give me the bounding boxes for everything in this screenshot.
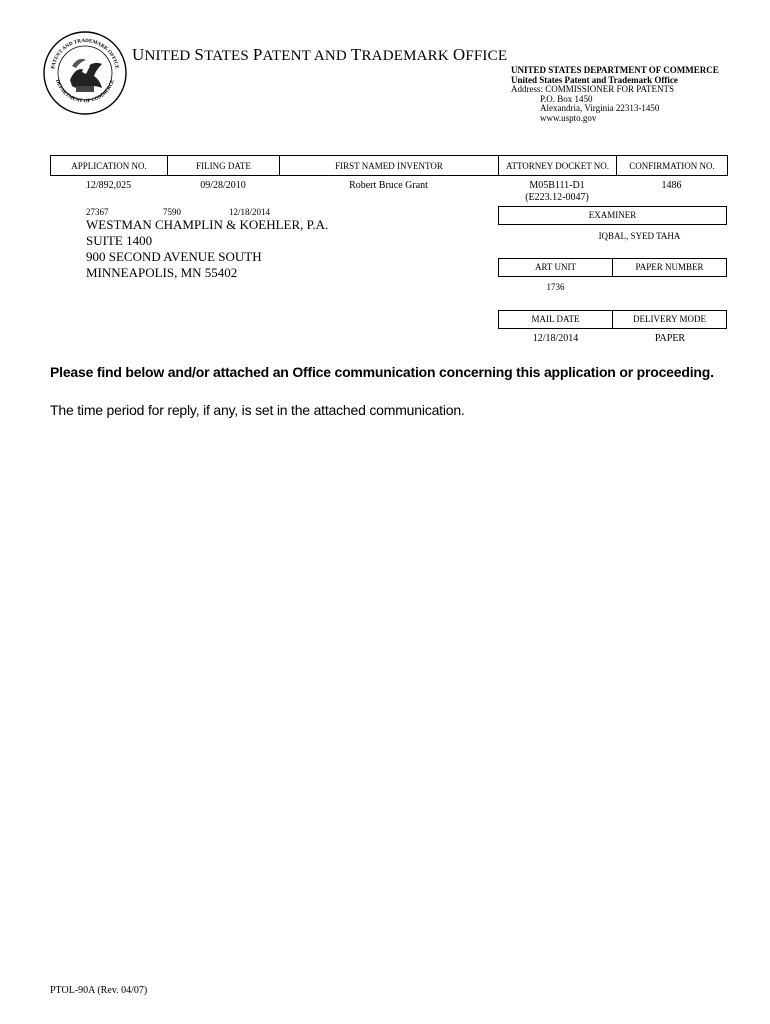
mail-date-label: MAIL DATE	[531, 314, 580, 324]
address-line: SUITE 1400	[86, 233, 153, 248]
website-link[interactable]: www.uspto.gov	[540, 112, 597, 123]
form-identifier: PTOL-90A (Rev. 04/07)	[50, 985, 148, 996]
confirmation-no-value: 1486	[661, 180, 682, 191]
correspondence-address	[86, 217, 328, 281]
department-address-block	[511, 66, 719, 123]
correspondence-date: 12/18/2014	[229, 207, 271, 217]
address-line: WESTMAN CHAMPLIN & KOEHLER, P.A.	[86, 217, 329, 232]
department-name: UNITED STATES DEPARTMENT OF COMMERCE	[511, 65, 719, 75]
attorney-docket-value: M05B111-D1 (E223.12-0047)	[525, 180, 589, 203]
city-line: Alexandria, Virginia 22313-1450	[540, 103, 660, 113]
paper-number-label: PAPER NUMBER	[612, 259, 726, 276]
svg-text:PATENT AND TRADEMARK OFFICE: PATENT AND TRADEMARK OFFICE	[50, 37, 120, 70]
filing-date-value: 09/28/2010	[200, 180, 246, 191]
examiner-name: IQBAL, SYED TAHA	[598, 231, 681, 241]
header-confirmation-no: CONFIRMATION NO.	[617, 156, 728, 176]
delivery-mode-label: DELIVERY MODE	[612, 311, 726, 328]
header-attorney-docket-no: ATTORNEY DOCKET NO.	[499, 156, 617, 176]
office-title: UNITED STATES PATENT AND TRADEMARK OFFICE	[132, 45, 508, 64]
art-unit-value: 1736	[546, 282, 565, 292]
art-unit-header-box	[498, 258, 727, 277]
office-communication-notice: Please find below and/or attached an Office communication concerning this application or proceeding.	[50, 364, 714, 380]
examiner-label-box: EXAMINER	[498, 206, 727, 225]
art-unit-label: ART UNIT	[534, 262, 577, 272]
first-named-inventor-value: Robert Bruce Grant	[349, 180, 428, 191]
office-name: United States Patent and Trademark Office	[511, 74, 678, 85]
delivery-mode-value: PAPER	[654, 333, 686, 344]
reply-period-notice: The time period for reply, if any, is set in the attached communication.	[50, 402, 465, 418]
commissioner-address: Address: COMMISSIONER FOR PATENTS	[511, 84, 674, 94]
address-line: 900 SECOND AVENUE SOUTH	[86, 249, 262, 264]
header-first-named-inventor: FIRST NAMED INVENTOR	[280, 156, 499, 176]
address-line: MINNEAPOLIS, MN 55402	[86, 265, 238, 280]
mail-header-box	[498, 310, 727, 329]
header-application-no: APPLICATION NO.	[51, 156, 168, 176]
po-box: P.O. Box 1450	[540, 93, 593, 104]
header-filing-date: FILING DATE	[168, 156, 280, 176]
mail-date-value: 12/18/2014	[532, 333, 579, 344]
correspondence-code: 7590	[163, 207, 181, 217]
uspto-seal	[42, 30, 128, 116]
application-header-table	[50, 155, 728, 176]
application-no-value: 12/892,025	[85, 180, 132, 191]
eagle-emblem-icon	[70, 59, 102, 92]
customer-number: 27367	[86, 207, 109, 217]
svg-text:DEPARTMENT OF COMMERCE: DEPARTMENT OF COMMERCE	[54, 78, 116, 105]
